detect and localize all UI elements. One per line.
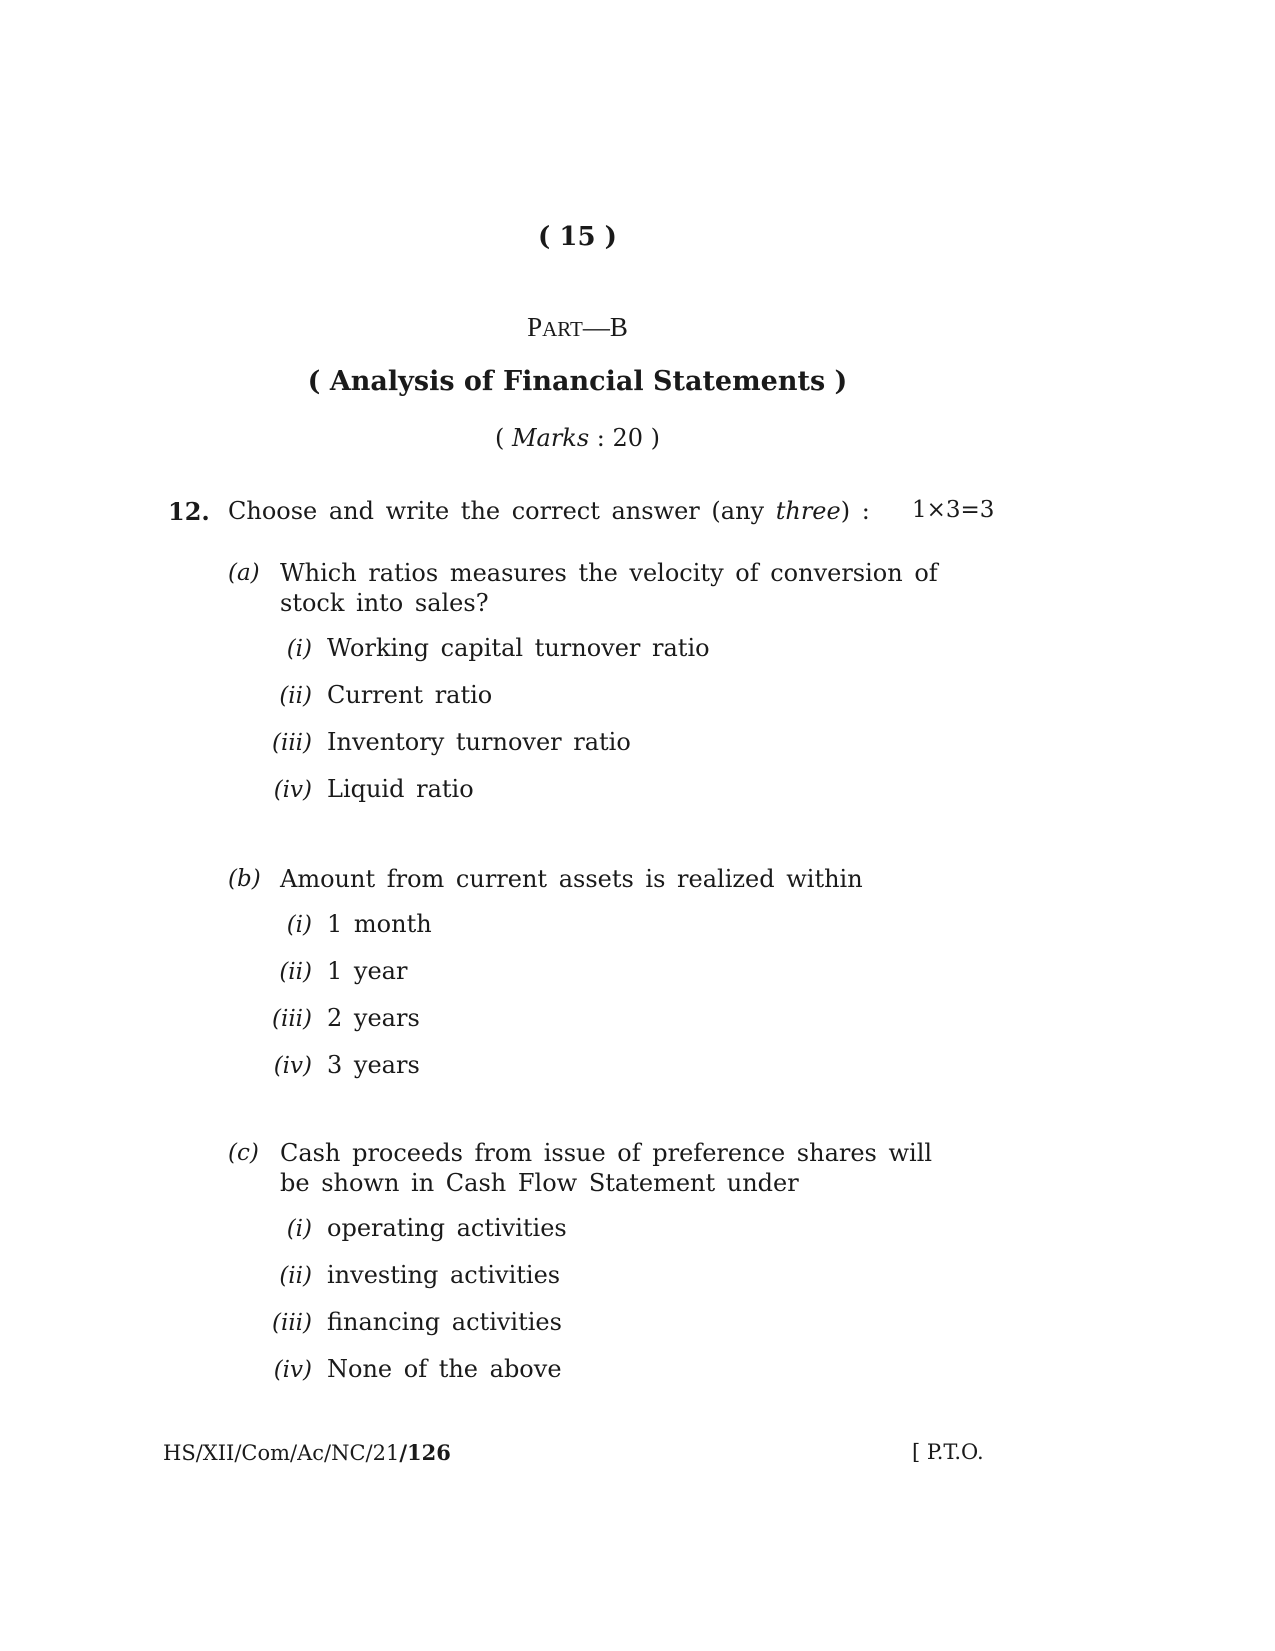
part-c-option-label: (iv)	[273, 1357, 312, 1383]
part-title	[0, 312, 1155, 343]
question-text-after: ) :	[840, 497, 870, 525]
part-b-option-text: 1 year	[327, 957, 408, 985]
part-b-option-label: (iv)	[273, 1053, 312, 1079]
part-a-option-label: (iv)	[273, 777, 312, 803]
part-c-option-label: (i)	[286, 1216, 312, 1242]
part-b-option-text: 3 years	[327, 1051, 420, 1079]
part-a-option-text: Working capital turnover ratio	[327, 634, 710, 662]
part-c-label: (c)	[228, 1140, 259, 1166]
part-c-text-line2: be shown in Cash Flow Statement under	[280, 1169, 799, 1197]
part-c-option-text: operating activities	[327, 1214, 567, 1242]
question-marks: 1×3=3	[912, 497, 995, 523]
part-b-label: (b)	[228, 866, 261, 892]
pto-note: [ P.T.O.	[912, 1440, 984, 1464]
part-a-label: (a)	[228, 560, 260, 586]
paper-code	[163, 1440, 451, 1465]
question-text-before: Choose and write the correct answer (any	[228, 497, 776, 525]
paper-code-prefix: HS/XII/Com/Ac/NC/21	[163, 1441, 400, 1465]
section-marks	[0, 424, 1155, 452]
part-b-option-text: 2 years	[327, 1004, 420, 1032]
part-title-smallcaps: ART	[542, 317, 583, 341]
part-b-option-label: (ii)	[279, 959, 312, 985]
part-c-option-label: (iii)	[271, 1310, 312, 1336]
question-number: 12.	[168, 497, 210, 526]
part-a-option-text: Liquid ratio	[327, 775, 474, 803]
part-a-text-line1: Which ratios measures the velocity of conversion of	[280, 559, 938, 587]
page-number: ( 15 )	[538, 222, 617, 252]
part-a-option-label: (i)	[286, 636, 312, 662]
part-c-option-text: investing activities	[327, 1261, 561, 1289]
part-b-text-line1: Amount from current assets is realized within	[280, 865, 863, 893]
marks-label: Marks	[511, 424, 590, 452]
question-text-italic: three	[775, 497, 841, 525]
part-a-option-label: (iii)	[271, 730, 312, 756]
part-c-text-line1: Cash proceeds from issue of preference shares will	[280, 1139, 933, 1167]
part-a-option-text: Inventory turnover ratio	[327, 728, 631, 756]
part-a-option-text: Current ratio	[327, 681, 493, 709]
question-text	[228, 497, 870, 525]
part-b-option-text: 1 month	[327, 910, 432, 938]
section-title: ( Analysis of Financial Statements )	[307, 366, 848, 397]
paper-code-suffix: /126	[399, 1440, 451, 1465]
part-a-text-line2: stock into sales?	[280, 589, 489, 617]
part-a-option-label: (ii)	[279, 683, 312, 709]
part-title-suffix: —B	[582, 312, 628, 342]
part-c-option-text: None of the above	[327, 1355, 562, 1383]
marks-value: : 20 )	[589, 424, 661, 452]
part-c-option-label: (ii)	[279, 1263, 312, 1289]
part-b-option-label: (iii)	[271, 1006, 312, 1032]
marks-open: (	[494, 424, 512, 452]
part-b-option-label: (i)	[286, 912, 312, 938]
part-title-initial: P	[527, 312, 543, 342]
part-c-option-text: financing activities	[327, 1308, 562, 1336]
